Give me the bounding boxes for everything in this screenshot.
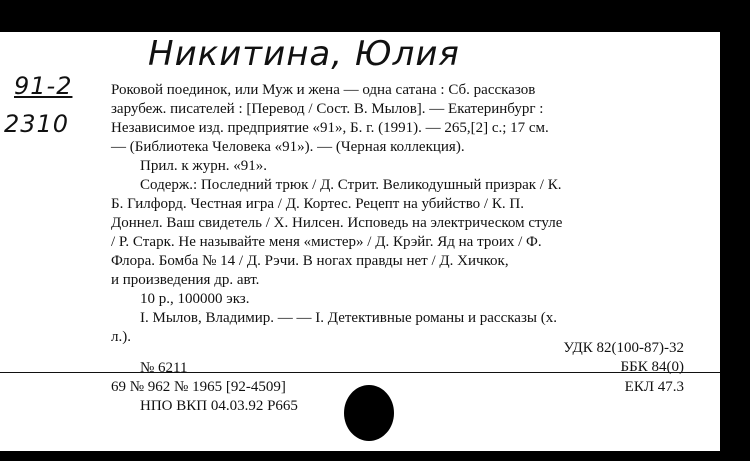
divider-rule bbox=[0, 372, 720, 373]
footer-line: 69 № 962 № 1965 [92-4509] bbox=[111, 379, 286, 395]
footer-line: НПО ВКП 04.03.92 Р665 bbox=[140, 398, 298, 414]
contents-line: Флора. Бомба № 14 / Д. Рэчи. В ногах правды нет / Д. Хичкок, bbox=[111, 253, 509, 269]
handwritten-author: Никитина, Юлия bbox=[148, 34, 460, 74]
card-number: № 6211 bbox=[140, 360, 188, 376]
contents-line: / Р. Старк. Не называйте меня «мистер» / Д. Крэйг. Яд на троих / Ф. bbox=[111, 234, 542, 250]
ink-blot bbox=[344, 385, 394, 441]
ekl-index: ЕКЛ 47.3 bbox=[624, 379, 684, 395]
tracing-line: л.). bbox=[111, 329, 131, 345]
record-line: зарубеж. писателей : [Перевод / Сост. В. Мылов]. — Екатеринбург : bbox=[111, 101, 544, 117]
supplement-note: Прил. к журн. «91». bbox=[140, 158, 268, 174]
udk-index: УДК 82(100-87)-32 bbox=[563, 340, 684, 356]
contents-line: Содерж.: Последний трюк / Д. Стрит. Великодушный призрак / К. bbox=[140, 177, 562, 193]
handwritten-call-number-top: 91-2 bbox=[14, 72, 73, 100]
record-line: Независимое изд. предприятие «91», Б. г. (1991). — 265,[2] с.; 17 см. bbox=[111, 120, 549, 136]
record-line: Роковой поединок, или Муж и жена — одна сатана : Сб. рассказов bbox=[111, 82, 536, 98]
contents-line: Б. Гилфорд. Честная игра / Д. Кортес. Рецепт на убийство / К. П. bbox=[111, 196, 524, 212]
handwritten-call-number-bottom: 2310 bbox=[4, 110, 70, 138]
record-line: — (Библиотека Человека «91»). — (Черная коллекция). bbox=[111, 139, 465, 155]
catalog-card bbox=[0, 32, 720, 451]
tracing-line: I. Мылов, Владимир. — — I. Детективные романы и рассказы (х. bbox=[140, 310, 557, 326]
price-copies: 10 р., 100000 экз. bbox=[140, 291, 250, 307]
bbk-index: ББК 84(0) bbox=[620, 359, 684, 375]
contents-line: Доннел. Ваш свидетель / Х. Нилсен. Исповедь на электрическом стуле bbox=[111, 215, 563, 231]
contents-line: и произведения др. авт. bbox=[111, 272, 260, 288]
